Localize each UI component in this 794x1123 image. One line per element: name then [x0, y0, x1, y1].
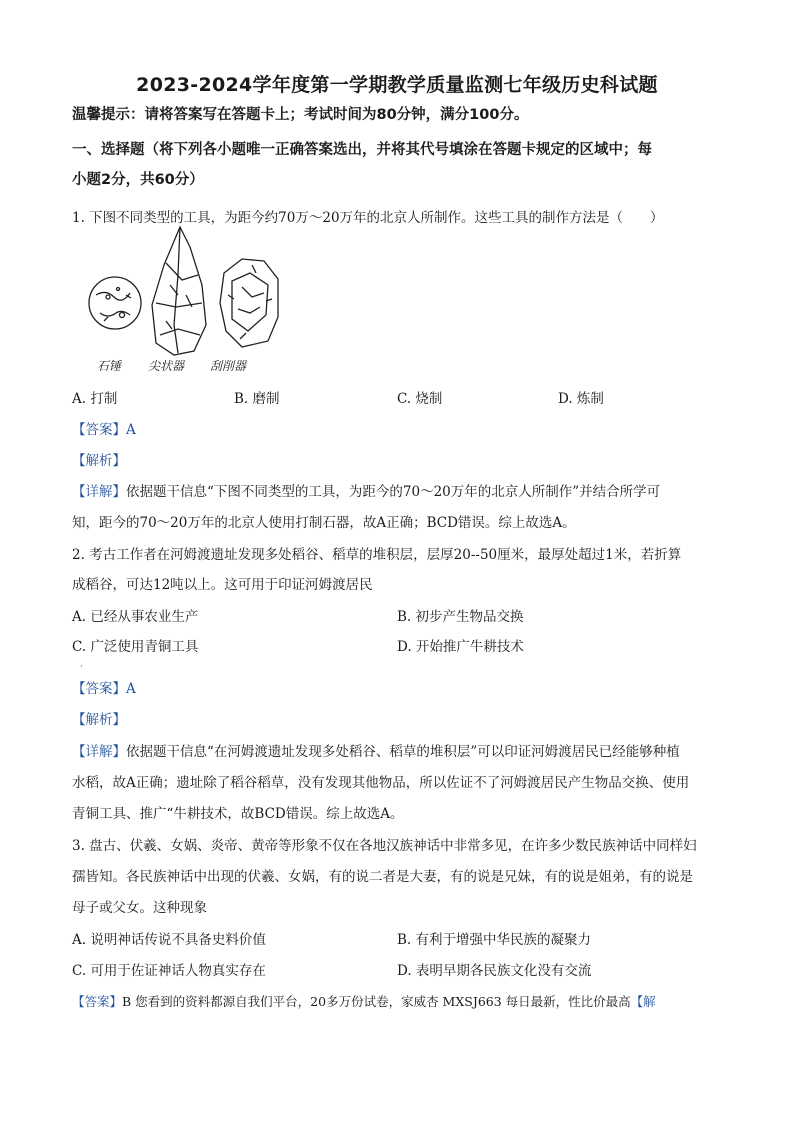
q1-detail-text1: 依据题干信息“下图不同类型的工具，为距今的70～20万年的北京人所制作”并结合所学可 [126, 484, 661, 500]
q1-option-a: A. 打制 [72, 391, 118, 407]
notice: 温馨提示：请将答案写在答题卡上；考试时间为80分钟，满分100分。 [72, 107, 529, 123]
q3-tail-tag: 【解 [630, 994, 656, 1009]
q2-answer: 【答案】A [72, 681, 136, 697]
caption-scraper: 刮削器 [210, 359, 247, 373]
pointed-tool-drawing [152, 227, 206, 355]
q3-stem-line2: 孺皆知。各民族神话中出现的伏羲、女娲，有的说二者是大妻，有的说是兄妹，有的说是姐弟，有的说是 [72, 869, 693, 885]
q3-option-d: D. 表明早期各民族文化没有交流 [397, 963, 592, 979]
q2-stem-line1: 2. 考古工作者在河姆渡遗址发现多处稻谷、稻草的堆积层，层厚20--50厘米，最厚处超过1米，若折算 [72, 547, 682, 563]
q2-detail-line3: 青铜工具、推广“牛耕技术，故BCD错误。综上故选A。 [72, 806, 404, 822]
q2-detail-line2: 水稻，故A正确；遗址除了稻谷稻草，没有发现其他物品，所以佐证不了河姆渡居民产生物品交换、使用 [72, 775, 690, 791]
q2-detail-line1 [72, 746, 722, 760]
section-heading-line1: 一、选择题（将下列各小题唯一正确答案选出，并将其代号填涂在答题卡规定的区域中；每 [72, 142, 652, 158]
q3-answer-line [72, 996, 724, 1009]
q3-stem-line3: 母子或父女。这种现象 [72, 900, 207, 916]
caption-stone-hammer: 石锤 [97, 359, 122, 373]
page-title: 2023-2024学年度第一学期教学质量监测七年级历史科试题 [136, 74, 658, 96]
stray-dot: · [80, 662, 83, 671]
q1-detail-line2: 知，距今的70～20万年的北京人使用打制石器，故A正确；BCD错误。综上故选A。 [72, 515, 576, 531]
q1-analysis-label: 【解析】 [72, 453, 126, 469]
q1-detail-line1 [72, 486, 722, 500]
q3-answer-text: B 您看到的资料都源自我们平台，20多万份试卷，家威杏 MXSJ663 每日最新，性比价最高 [122, 994, 631, 1009]
q2-analysis-label: 【解析】 [72, 712, 126, 728]
q2-option-b: B. 初步产生物品交换 [397, 609, 524, 625]
stone-hammer-drawing [89, 277, 141, 329]
q1-detail-tag: 【详解】 [72, 484, 126, 500]
q1-answer: 【答案】A [72, 422, 136, 438]
q3-stem-line1: 3. 盘古、伏羲、女娲、炎帝、黄帝等形象不仅在各地汉族神话中非常多见，在许多少数民族神话中同样妇 [72, 838, 697, 854]
q2-detail-tag: 【详解】 [72, 744, 126, 760]
section-heading-line2: 小题2分，共60分） [72, 172, 204, 188]
caption-pointed-tool: 尖状器 [148, 359, 185, 373]
q3-answer-tag: 【答案】 [72, 994, 123, 1009]
stone-tools-figure [82, 225, 282, 375]
q1-stem: 1. 下图不同类型的工具，为距今约70万～20万年的北京人所制作。这些工具的制作方法是（ ） [72, 210, 664, 226]
q2-detail-text1: 依据题干信息“在河姆渡遗址发现多处稻谷、稻草的堆积层”可以印证河姆渡居民已经能够种植 [126, 744, 680, 760]
q1-option-c: C. 烧制 [397, 391, 443, 407]
q2-stem-line2: 成稻谷，可达12吨以上。这可用于印证河姆渡居民 [72, 577, 373, 593]
q3-option-c: C. 可用于佐证神话人物真实存在 [72, 963, 266, 979]
q2-option-a: A. 已经从事农业生产 [72, 609, 199, 625]
q2-option-d: D. 开始推广牛耕技术 [397, 639, 524, 655]
q1-option-d: D. 炼制 [558, 391, 604, 407]
scraper-drawing [220, 259, 278, 347]
q2-option-c: C. 广泛使用青铜工具 [72, 639, 199, 655]
q3-option-a: A. 说明神话传说不具备史料价值 [72, 932, 266, 948]
q3-option-b: B. 有利于增强中华民族的凝聚力 [397, 932, 592, 948]
q1-option-b: B. 磨制 [234, 391, 280, 407]
